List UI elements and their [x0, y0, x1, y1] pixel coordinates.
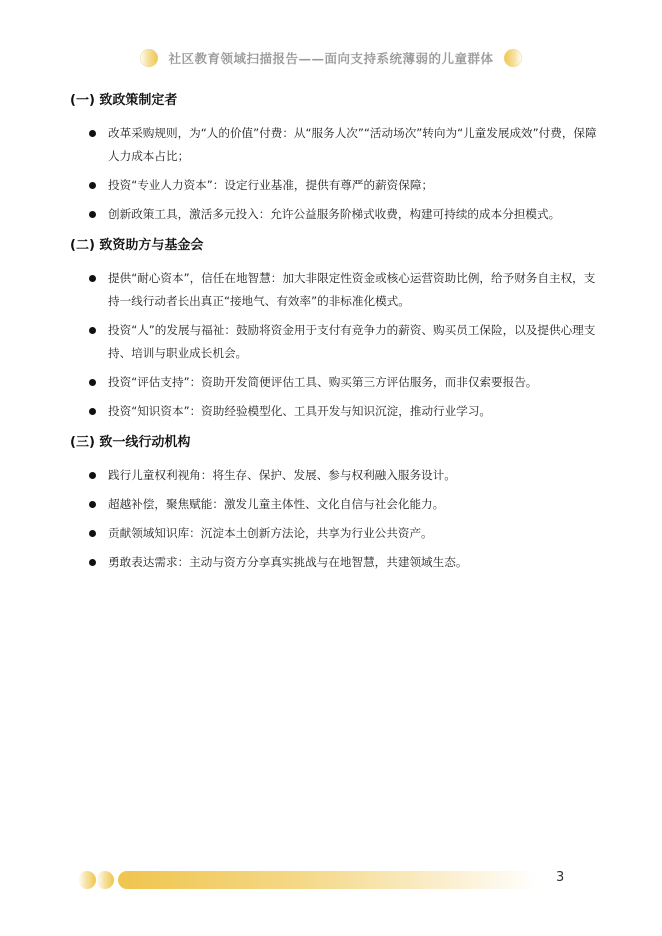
section-policy-makers — [70, 92, 600, 226]
section-funders — [70, 237, 600, 423]
footer-dot-decoration — [78, 871, 96, 889]
running-header — [0, 48, 662, 68]
footer-bar-decoration — [118, 871, 538, 889]
footer-dot-decoration — [96, 871, 114, 889]
bullet-list — [70, 464, 600, 574]
header-title: 社区教育领域扫描报告——面向支持系统薄弱的儿童群体 — [168, 51, 494, 66]
bullet-icon — [89, 379, 96, 386]
list-item-text: 投资“专业人力资本”：设定行业基准，提供有尊严的薪资保障； — [108, 178, 434, 192]
list-item — [70, 122, 600, 168]
bullet-icon — [89, 408, 96, 415]
list-item — [70, 464, 600, 487]
list-item — [70, 203, 600, 226]
list-item — [70, 371, 600, 394]
footer-decoration — [78, 870, 578, 890]
page-number: 3 — [556, 870, 565, 885]
section-frontline-orgs — [70, 434, 600, 574]
list-item-text: 超越补偿，聚焦赋能：激发儿童主体性、文化自信与社会化能力。 — [108, 497, 445, 511]
list-item-text: 改革采购规则，为“人的价值”付费：从“服务人次”“活动场次”转向为“儿童发展成效”付费，保障人力成本占比； — [108, 126, 597, 163]
list-item-text: 创新政策工具，激活多元投入：允许公益服务阶梯式收费，构建可持续的成本分担模式。 — [108, 207, 561, 221]
list-item-text: 提供“耐心资本”，信任在地智慧：加大非限定性资金或核心运营资助比例，给予财务自主权，支持一线行动者长出真正“接地气、有效率”的非标准化模式。 — [108, 271, 596, 308]
bullet-icon — [89, 472, 96, 479]
bullet-list — [70, 122, 600, 226]
section-title: (三) 致一线行动机构 — [70, 435, 191, 450]
list-item-text: 投资“知识资本”：资助经验模型化、工具开发与知识沉淀，推动行业学习。 — [108, 404, 492, 418]
list-item — [70, 493, 600, 516]
bullet-icon — [89, 275, 96, 282]
list-item-text: 践行儿童权利视角：将生存、保护、发展、参与权利融入服务设计。 — [108, 468, 456, 482]
header-left-decoration — [140, 49, 158, 67]
bullet-icon — [89, 182, 96, 189]
list-item — [70, 400, 600, 423]
bullet-icon — [89, 211, 96, 218]
bullet-icon — [89, 130, 96, 137]
bullet-icon — [89, 501, 96, 508]
bullet-icon — [89, 530, 96, 537]
list-item — [70, 267, 600, 313]
list-item-text: 投资“评估支持”：资助开发简便评估工具、购买第三方评估服务，而非仅索要报告。 — [108, 375, 538, 389]
header-right-decoration — [504, 49, 522, 67]
list-item — [70, 522, 600, 545]
list-item — [70, 174, 600, 197]
bullet-icon — [89, 327, 96, 334]
list-item-text: 贡献领域知识库：沉淀本土创新方法论，共享为行业公共资产。 — [108, 526, 433, 540]
bullet-icon — [89, 559, 96, 566]
list-item — [70, 551, 600, 574]
section-title: (一) 致政策制定者 — [70, 93, 178, 108]
list-item-text: 投资“人”的发展与福祉：鼓励将资金用于支付有竞争力的薪资、购买员工保险，以及提供心理支持、培训与职业成长机会。 — [108, 323, 596, 360]
bullet-list — [70, 267, 600, 423]
list-item-text: 勇敢表达需求：主动与资方分享真实挑战与在地智慧，共建领域生态。 — [108, 555, 468, 569]
list-item — [70, 319, 600, 365]
main-content — [70, 92, 600, 585]
section-title: (二) 致资助方与基金会 — [70, 238, 204, 253]
